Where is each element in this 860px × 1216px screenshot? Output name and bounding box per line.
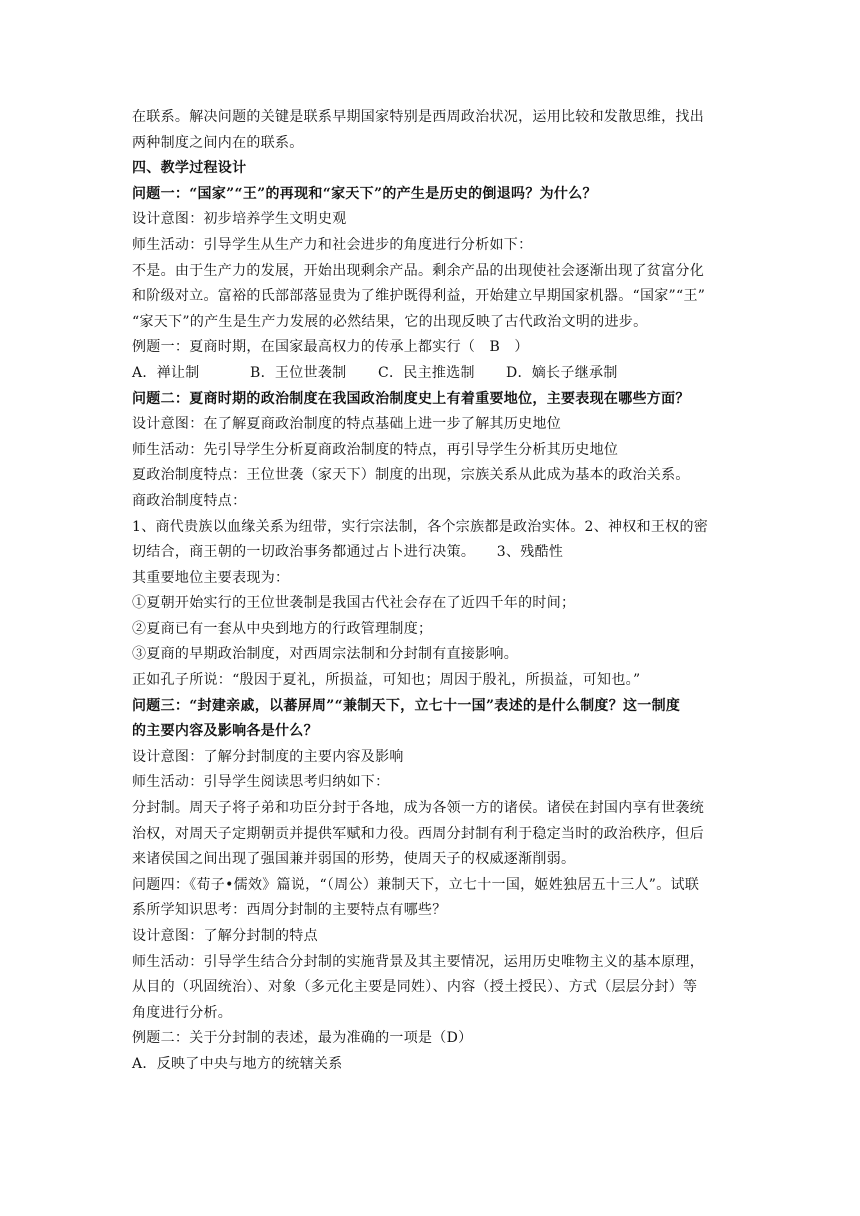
- question-four-line: 系所学知识思考：西周分封制的主要特点有哪些？: [132, 902, 447, 919]
- option-c: C．民主推选制: [378, 364, 475, 381]
- paragraph-line: 两种制度之间内在的联系。: [132, 134, 304, 151]
- paragraph-line: 切结合，商王朝的一切政治事务都通过占卜进行决策。 3、残酷性: [132, 544, 564, 561]
- paragraph-line: 来诸侯国之间出现了强国兼并弱国的形势，使周天子的权威逐渐削弱。: [132, 851, 576, 868]
- question-three-heading-cont: 的主要内容及影响各是什么？: [132, 723, 318, 740]
- paragraph-line: 和阶级对立。富裕的氏部部落显贵为了维护既得利益，开始建立早期国家机器。“国家”“王”: [132, 288, 706, 305]
- paragraph-line: 其重要地位主要表现为：: [132, 569, 290, 586]
- question-two-heading: 问题二：夏商时期的政治制度在我国政治制度史上有着重要地位，主要表现在哪些方面？: [132, 390, 690, 407]
- paragraph-line: 夏政治制度特点：王位世袭（家天下）制度的出现，宗族关系从此成为基本的政治关系。: [132, 467, 690, 484]
- activity-line: 师生活动：引导学生阅读思考归纳如下：: [132, 774, 390, 791]
- paragraph-line: “家天下”的产生是生产力发展的必然结果，它的出现反映了古代政治文明的进步。: [132, 313, 648, 330]
- design-intent-line: 设计意图：初步培养学生文明史观: [132, 211, 347, 228]
- option-a: A．禅让制: [132, 364, 200, 381]
- design-intent-line: 设计意图：在了解夏商政治制度的特点基础上进一步了解其历史地位: [132, 416, 561, 433]
- example-one-options: [132, 361, 732, 387]
- paragraph-line: 治权，对周天子定期朝贡并提供军赋和力役。西周分封制有利于稳定当时的政治秩序，但后: [132, 825, 704, 842]
- example-two-option: A．反映了中央与地方的统辖关系: [132, 1055, 343, 1072]
- paragraph-line: 分封制。周天子将子弟和功臣分封于各地，成为各领一方的诸侯。诸侯在封国内享有世袭统: [132, 800, 704, 817]
- list-item: ②夏商已有一套从中央到地方的行政管理制度；: [132, 620, 433, 637]
- activity-line: 师生活动：先引导学生分析夏商政治制度的特点，再引导学生分析其历史地位: [132, 441, 619, 458]
- option-d: D．嫡长子继承制: [506, 364, 618, 381]
- question-one-heading: 问题一：“国家”“王”的再现和“家天下”的产生是历史的倒退吗？为什么？: [132, 185, 597, 202]
- list-item: ①夏朝开始实行的王位世袭制是我国古代社会存在了近四千年的时间；: [132, 595, 576, 612]
- question-four-line: 问题四：《荀子•儒效》篇说，“（周公）兼制天下，立七十一国，姬姓独居五十三人”。试联: [132, 876, 700, 893]
- document-body: [132, 105, 732, 1078]
- paragraph-line: 在联系。解决问题的关键是联系早期国家特别是西周政治状况，运用比较和发散思维，找出: [132, 109, 704, 125]
- question-three-heading: 问题三：“封建亲戚，以蕃屏周”“兼制天下，立七十一国”表述的是什么制度？这一制度: [132, 697, 681, 714]
- quote-line: 正如孔子所说：“殷因于夏礼，所损益，可知也；周因于殷礼，所损益，可知也。”: [132, 672, 641, 689]
- paragraph-line: 商政治制度特点：: [132, 492, 247, 509]
- activity-line: 师生活动：引导学生从生产力和社会进步的角度进行分析如下：: [132, 236, 533, 253]
- paragraph-line: 不是。由于生产力的发展，开始出现剩余产品。剩余产品的出现使社会逐渐出现了贫富分化: [132, 262, 704, 279]
- example-one-question: 例题一：夏商时期，在国家最高权力的传承上都实行（ B ）: [132, 339, 529, 356]
- list-item: ③夏商的早期政治制度，对西周宗法制和分封制有直接影响。: [132, 646, 519, 663]
- design-intent-line: 设计意图：了解分封制的特点: [132, 928, 318, 944]
- activity-line: 师生活动：引导学生结合分封制的实施背景及其主要情况，运用历史唯物主义的基本原理，: [132, 953, 704, 970]
- paragraph-line: 角度进行分析。: [132, 1004, 233, 1021]
- option-b: B．王位世袭制: [250, 364, 347, 381]
- paragraph-line: 1、商代贵族以血缘关系为纽带，实行宗法制，各个宗族都是政治实体。2、神权和王权的密: [132, 518, 709, 535]
- paragraph-line: 从目的（巩固统治）、对象（多元化主要是同姓）、内容（授土授民）、方式（层层分封）等: [132, 979, 698, 996]
- example-two-question: 例题二：关于分封制的表述，最为准确的一项是（D）: [132, 1030, 473, 1047]
- design-intent-line: 设计意图：了解分封制度的主要内容及影响: [132, 748, 404, 765]
- section-heading: 四、教学过程设计: [132, 160, 247, 177]
